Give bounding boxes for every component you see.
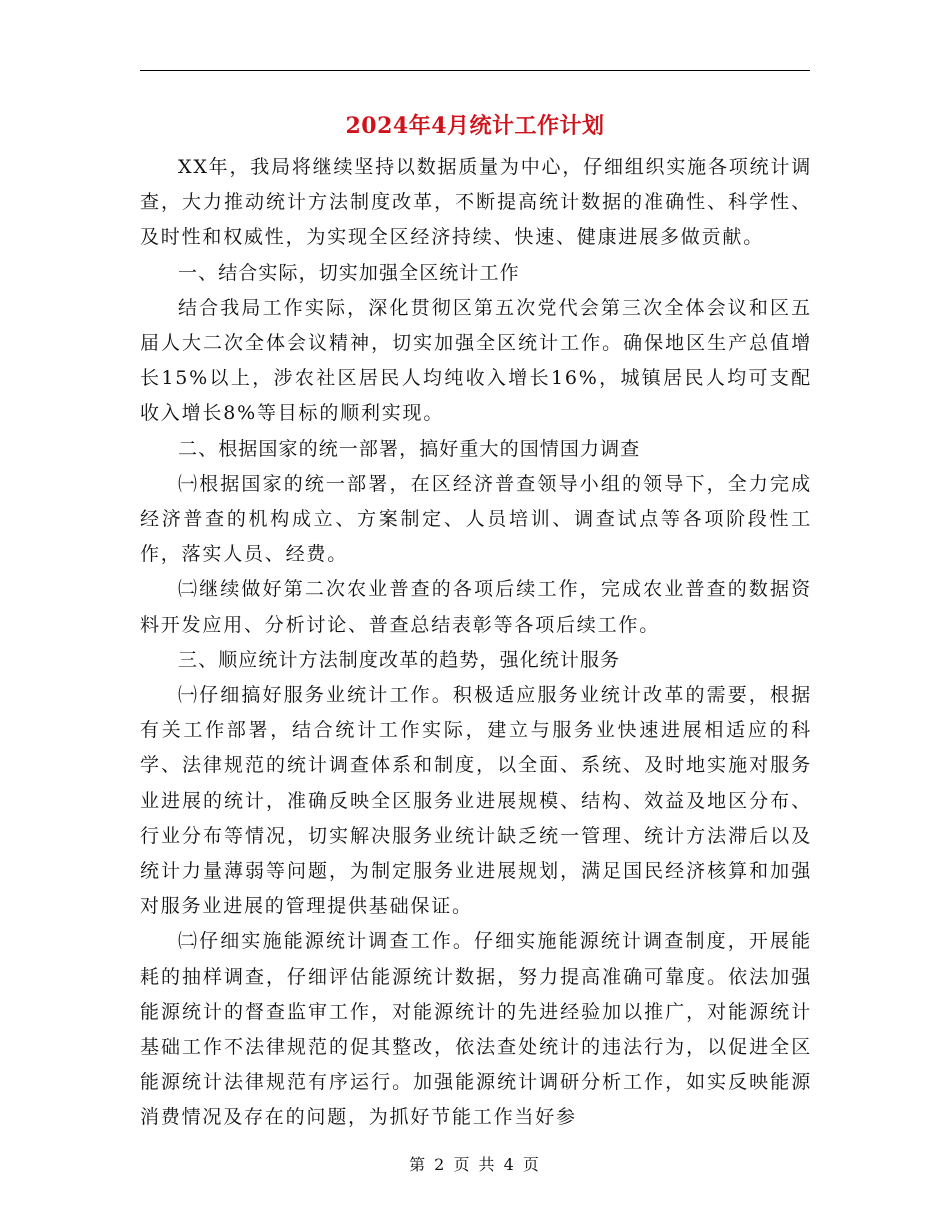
- section-2-item-1: ㈠根据国家的统一部署，在区经济普查领导小组的领导下，全力完成经济普查的机构成立、方案制定、人员培训、调查试点等各项阶段性工作，落实人员、经费。: [140, 472, 812, 566]
- section-heading-3: 三、顺应统计方法制度改革的趋势，强化统计服务: [178, 648, 621, 671]
- header-rule: [140, 70, 810, 71]
- intro-paragraph: XX年，我局将继续坚持以数据质量为中心，仔细组织实施各项统计调查，大力推动统计方法制度改革，不断提高统计数据的准确性、科学性、及时性和权威性，为实现全区经济持续、快速、健康进展多做贡献。: [140, 156, 812, 249]
- section-2-item-2: ㈡继续做好第二次农业普查的各项后续工作，完成农业普查的数据资料开发应用、分析讨论、普查总结表彰等各项后续工作。: [140, 578, 812, 636]
- document-title: 2024年4月统计工作计划: [345, 113, 605, 139]
- document-body: [140, 150, 812, 1136]
- section-heading-2: 二、根据国家的统一部署，搞好重大的国情国力调查: [178, 437, 641, 460]
- page-number-footer: 第 2 页 共 4 页: [409, 1155, 541, 1174]
- section-3-item-2: ㈡仔细实施能源统计调查工作。仔细实施能源统计调查制度，开展能耗的抽样调查，仔细评估能源统计数据，努力提高准确可靠度。依法加强能源统计的督查监审工作，对能源统计的先进经验加以推广，对能源统计基础工作不法律规范的促其整改，依法查处统计的违法行为，以促进全区能源统计法律规范有序运行。加强能源统计调研分析工作，如实反映能源消费情况及存在的问题，为抓好节能工作当好参: [140, 930, 812, 1129]
- section-1-paragraph: 结合我局工作实际，深化贯彻区第五次党代会第三次全体会议和区五届人大二次全体会议精神，切实加强全区统计工作。确保地区生产总值增长15%以上，涉农社区居民人均纯收入增长16%，城镇居民人均可支配收入增长8%等目标的顺利实现。: [140, 296, 812, 425]
- section-3-item-1: ㈠仔细搞好服务业统计工作。积极适应服务业统计改革的需要，根据有关工作部署，结合统计工作实际，建立与服务业快速进展相适应的科学、法律规范的统计调查体系和制度，以全面、系统、及时地实施对服务业进展的统计，准确反映全区服务业进展规模、结构、效益及地区分布、行业分布等情况，切实解决服务业统计缺乏统一管理、统计方法滞后以及统计力量薄弱等问题，为制定服务业进展规划，满足国民经济核算和加强对服务业进展的管理提供基础保证。: [140, 684, 812, 918]
- section-heading-1: 一、结合实际，切实加强全区统计工作: [178, 261, 520, 284]
